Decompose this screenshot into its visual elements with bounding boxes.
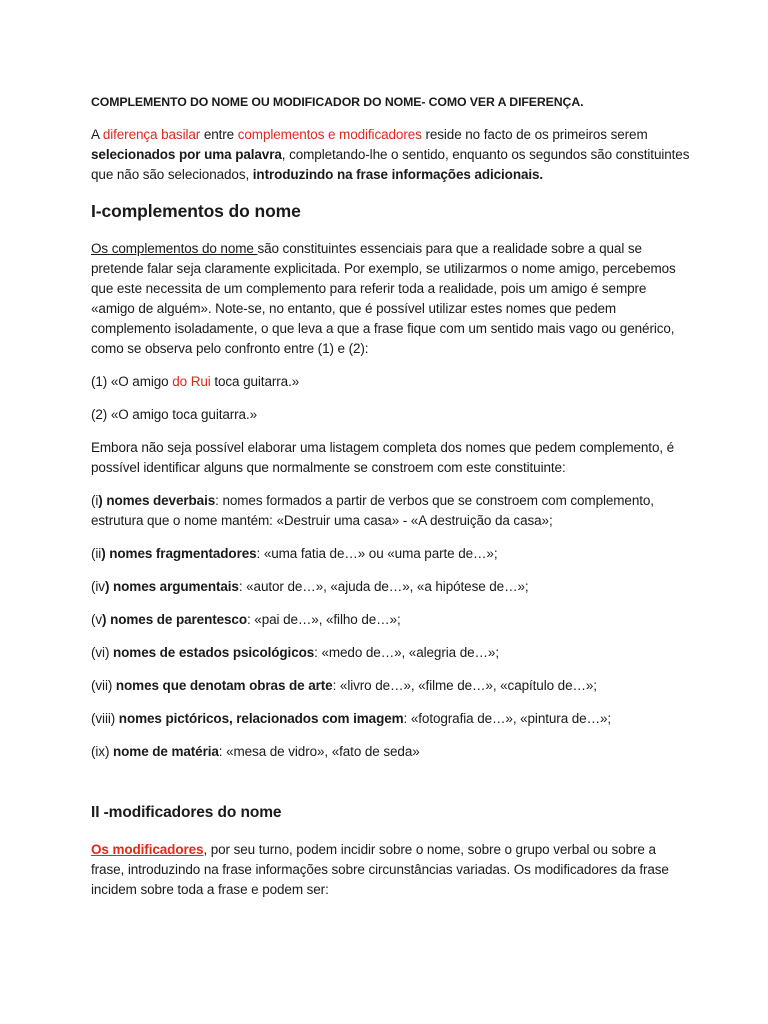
list-item	[91, 491, 691, 531]
list-item	[91, 544, 691, 564]
example-highlight: do Rui	[172, 374, 211, 389]
list-item	[91, 709, 691, 729]
section-heading-modifiers: II -modificadores do nome	[91, 804, 282, 821]
intro-highlight-difference: diferença basilar	[102, 127, 201, 142]
item-number: (v	[91, 612, 103, 627]
item-number: (vii)	[91, 678, 116, 693]
item-description: : «autor de…», «ajuda de…», «a hipótese de…»;	[238, 579, 529, 594]
list-item	[91, 676, 691, 696]
list-item	[91, 577, 691, 597]
modifiers-paragraph	[91, 840, 691, 900]
intro-highlight-complements: complementos e modificadores	[237, 127, 422, 142]
example-text: toca guitarra.»	[210, 374, 300, 389]
item-description: : «fotografia de…», «pintura de…»;	[403, 711, 612, 726]
intro-bold-additional-info: introduzindo na frase informações adicionais.	[252, 167, 544, 182]
item-term: nomes de estados psicológicos	[113, 645, 315, 660]
intro-paragraph	[91, 125, 691, 185]
item-term: ) nomes fragmentadores	[101, 546, 257, 561]
list-item	[91, 643, 691, 663]
item-number: (ix)	[91, 744, 113, 759]
item-description: : «livro de…», «filme de…», «capítulo de…»;	[332, 678, 597, 693]
item-description: : nomes formados a partir de verbos que se constroem com complemento, estrutura que o nome mantém: «Destruir uma casa» - «A destruição da casa»;	[91, 493, 654, 528]
item-description: : «medo de…», «alegria de…»;	[314, 645, 499, 660]
item-number: (iv	[91, 579, 105, 594]
underlined-term: Os complementos do nome	[91, 241, 258, 256]
item-number: (viii)	[91, 711, 119, 726]
item-term: nomes que denotam obras de arte	[115, 678, 333, 693]
item-number: (i	[91, 493, 99, 508]
paragraph-text: , por seu turno, podem incidir sobre o nome, sobre o grupo verbal ou sobre a frase, introduzindo na frase informações sobre circunstâncias variadas. Os modificadores da frase incidem sobre toda a frase e podem ser:	[91, 842, 669, 897]
list-item	[91, 610, 691, 630]
intro-bold-selected: selecionados por uma palavra	[91, 147, 282, 162]
intro-text: entre	[200, 127, 238, 142]
complements-paragraph	[91, 239, 691, 359]
modifiers-link[interactable]: Os modificadores	[91, 842, 204, 857]
example-text: (1) «O amigo	[91, 374, 173, 389]
noun-types-list	[91, 491, 691, 762]
intro-text: A	[91, 127, 103, 142]
example-1	[91, 372, 691, 392]
item-description: : «pai de…», «filho de…»;	[247, 612, 401, 627]
item-term: ) nomes argumentais	[104, 579, 239, 594]
document-body	[91, 93, 691, 913]
paragraph-text: são constituintes essenciais para que a realidade sobre a qual se pretende falar seja claramente explicitada. Por exemplo, se utilizarmos o nome amigo, percebemos que este necessita de um complemento para referir toda a realidade, pois um amigo é sempre «amigo de alguém». Note-se, no entanto, que é possível utilizar estes nomes que pedem complemento isoladamente, o que leva a que a frase fique com um sentido mais vago ou genérico, como se observa pelo confronto entre (1) e (2):	[91, 241, 676, 356]
item-description: : «uma fatia de…» ou «uma parte de…»;	[256, 546, 498, 561]
document-title: COMPLEMENTO DO NOME OU MODIFICADOR DO NOME- COMO VER A DIFERENÇA.	[91, 95, 584, 109]
intro-text: reside no facto de os primeiros serem	[421, 127, 648, 142]
item-term: ) nomes deverbais	[98, 493, 216, 508]
item-term: nome de matéria	[113, 744, 219, 759]
example-2: (2) «O amigo toca guitarra.»	[91, 407, 258, 422]
list-intro-paragraph: Embora não seja possível elaborar uma listagem completa dos nomes que pedem complemento, é possível identificar alguns que normalmente se constroem com este constituinte:	[91, 440, 675, 475]
item-term: ) nomes de parentesco	[102, 612, 247, 627]
item-term: nomes pictóricos, relacionados com imagem	[118, 711, 404, 726]
section-heading-complements: I-complementos do nome	[91, 201, 301, 221]
item-description: : «mesa de vidro», «fato de seda»	[218, 744, 420, 759]
intro-text: , completando-lhe o sentido, enquanto os segundos são constituintes que não são selecionados,	[91, 147, 690, 182]
item-number: (ii	[91, 546, 102, 561]
item-number: (vi)	[91, 645, 113, 660]
list-item	[91, 742, 691, 762]
